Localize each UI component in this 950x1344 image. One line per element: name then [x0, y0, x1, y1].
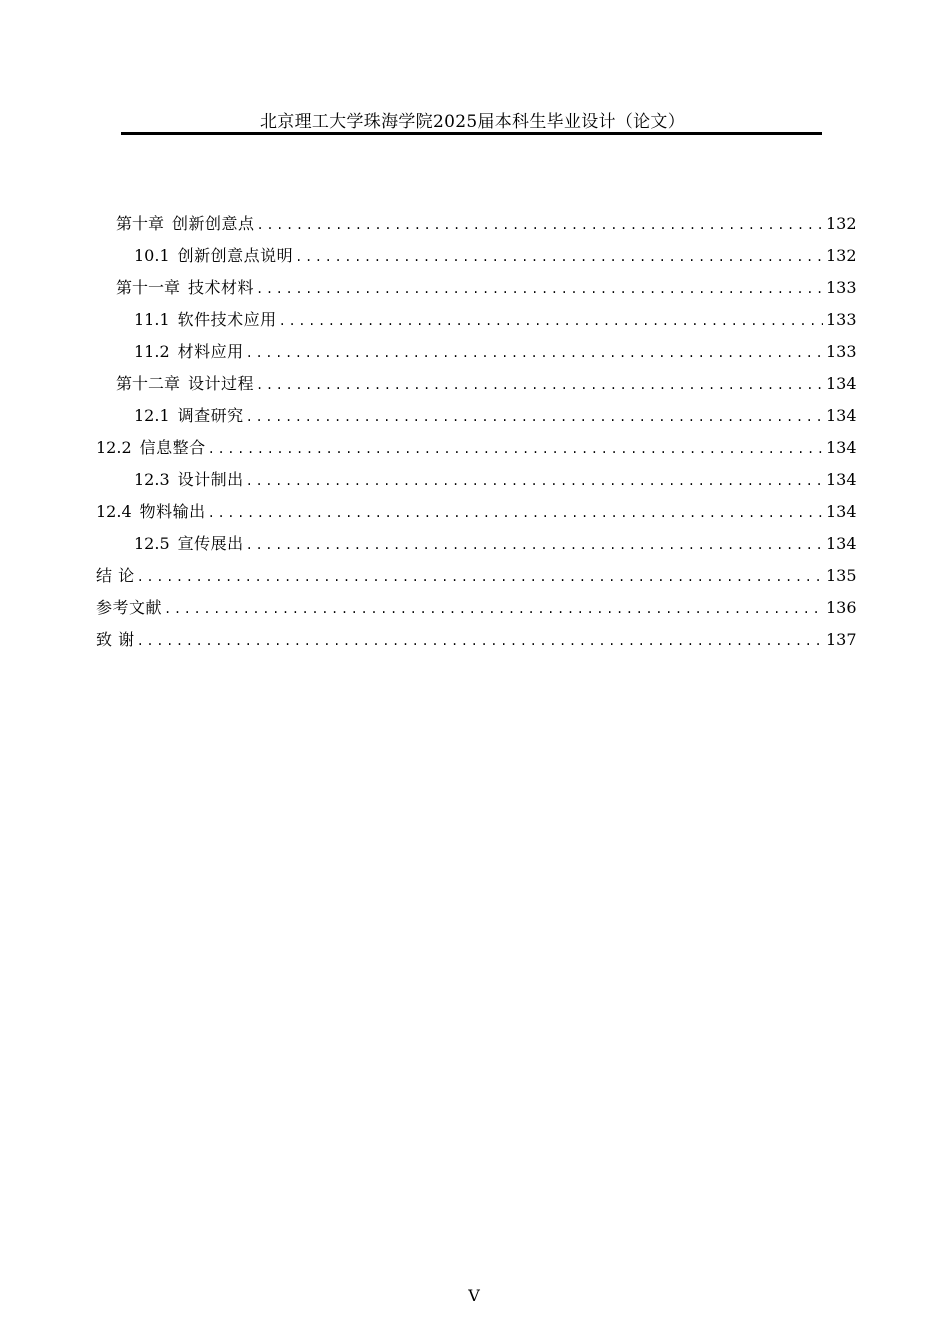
toc-dot-leader — [137, 563, 823, 591]
toc-entry-page: 134 — [826, 502, 857, 521]
toc-entry-label: 致 谢 — [96, 630, 135, 649]
toc-entry-number: 10.1 — [134, 246, 170, 265]
toc-entry-page: 134 — [826, 534, 857, 553]
toc-entry-label: 设计制出 — [177, 470, 244, 489]
toc-entry-page: 134 — [826, 438, 857, 457]
toc-dot-leader — [137, 627, 823, 655]
toc-entry-number: 11.1 — [134, 310, 170, 329]
toc-entry-label: 材料应用 — [177, 342, 244, 361]
toc-entry-page: 133 — [826, 310, 857, 329]
toc-dot-leader — [257, 211, 823, 239]
toc-entry-page: 135 — [826, 566, 857, 585]
toc-entry-12-5[interactable] — [96, 530, 856, 562]
toc-dot-leader — [208, 499, 823, 527]
toc-entry-page: 134 — [826, 374, 857, 393]
toc-entry-12-3[interactable] — [96, 466, 856, 498]
toc-entry-chapter-12[interactable] — [96, 370, 856, 402]
toc-entry-label: 宣传展出 — [177, 534, 244, 553]
toc-entry-number: 12.2 — [96, 438, 132, 457]
toc-entry-11-1[interactable] — [96, 306, 856, 338]
toc-entry-page: 132 — [826, 214, 857, 233]
toc-entry-label: 调查研究 — [177, 406, 244, 425]
toc-dot-leader — [246, 339, 823, 367]
header-divider — [121, 132, 822, 135]
toc-entry-label: 设计过程 — [188, 374, 255, 393]
page-number: V — [468, 1286, 480, 1305]
toc-dot-leader — [295, 243, 823, 271]
toc-dot-leader — [246, 403, 823, 431]
toc-entry-page: 134 — [826, 406, 857, 425]
table-of-contents — [96, 210, 856, 658]
toc-entry-references[interactable] — [96, 594, 856, 626]
toc-entry-12-1[interactable] — [96, 402, 856, 434]
toc-entry-page: 136 — [826, 598, 857, 617]
toc-entry-label: 创新创意点说明 — [177, 246, 294, 265]
toc-entry-label: 结 论 — [96, 566, 135, 585]
toc-entry-page: 132 — [826, 246, 857, 265]
toc-entry-number: 12.1 — [134, 406, 170, 425]
toc-dot-leader — [208, 435, 823, 463]
toc-entry-label: 软件技术应用 — [177, 310, 277, 329]
toc-entry-number: 12.5 — [134, 534, 170, 553]
toc-entry-label: 技术材料 — [188, 278, 255, 297]
toc-entry-number: 12.4 — [96, 502, 132, 521]
toc-entry-chapter-11[interactable] — [96, 274, 856, 306]
toc-entry-page: 133 — [826, 342, 857, 361]
toc-entry-10-1[interactable] — [96, 242, 856, 274]
toc-entry-label: 创新创意点 — [172, 214, 255, 233]
toc-dot-leader — [279, 307, 823, 335]
toc-entry-label: 物料输出 — [139, 502, 206, 521]
toc-entry-page: 133 — [826, 278, 857, 297]
toc-dot-leader — [246, 531, 823, 559]
toc-entry-number: 第十一章 — [116, 278, 181, 297]
toc-entry-12-4[interactable] — [96, 498, 856, 530]
toc-entry-chapter-10[interactable] — [96, 210, 856, 242]
toc-entry-label: 信息整合 — [139, 438, 206, 457]
toc-dot-leader — [164, 595, 823, 623]
toc-entry-11-2[interactable] — [96, 338, 856, 370]
toc-entry-number: 第十章 — [116, 214, 165, 233]
toc-entry-acknowledgements[interactable] — [96, 626, 856, 658]
toc-dot-leader — [246, 467, 823, 495]
toc-entry-number: 11.2 — [134, 342, 170, 361]
toc-dot-leader — [256, 275, 823, 303]
toc-entry-number: 12.3 — [134, 470, 170, 489]
toc-entry-12-2[interactable] — [96, 434, 856, 466]
toc-entry-label: 参考文献 — [96, 598, 163, 617]
document-header-title: 北京理工大学珠海学院2025届本科生毕业设计（论文） — [259, 112, 686, 132]
toc-entry-page: 137 — [826, 630, 857, 649]
toc-entry-number: 第十二章 — [116, 374, 181, 393]
toc-entry-page: 134 — [826, 470, 857, 489]
toc-dot-leader — [256, 371, 823, 399]
toc-entry-conclusion[interactable] — [96, 562, 856, 594]
